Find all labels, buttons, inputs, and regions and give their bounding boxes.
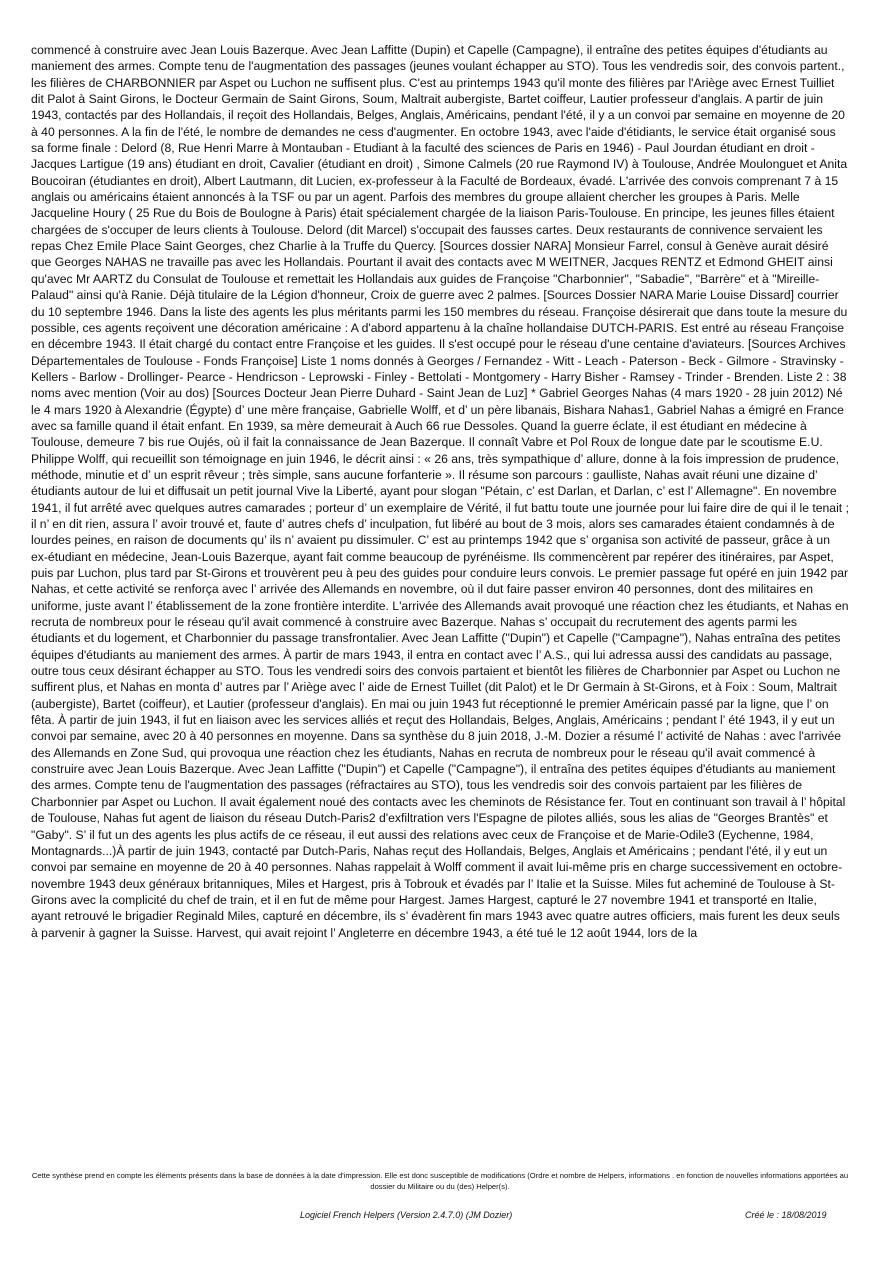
footer-software-credit: Logiciel French Helpers (Version 2.4.7.0) (JM Dozier) — [300, 1210, 513, 1220]
footer-disclaimer: Cette synthèse prend en compte les éléments présents dans la base de données à la date d'impression. Elle est donc susceptible de modifications (Ordre et nombre de Helpers, informations . en fonction de nouvelles informations apportées au dossier du Militaire ou du (des) Helper(s). — [31, 1171, 849, 1191]
footer-creation-date: Créé le : 18/08/2019 — [745, 1210, 827, 1220]
body-text: commencé à construire avec Jean Louis Bazerque. Avec Jean Laffitte (Dupin) et Capelle (Campagne), il entraîne des petites équipes d'étudiants au maniement des armes. Compte tenu de l'augmentation des passages (jeunes voulant échapper au STO). Tous les vendredis soir, des convois partent., les filières de CHARBONNIER par Aspet ou Luchon ne suffisent plus. C'est au printemps 1943 qu'il monte des filières par l'Ariège avec Ernest Tuilliet dit Palot à Saint Girons, le Docteur Germain de Saint Girons, Soum, Maltrait aubergiste, Bartet coiffeur, Lautier professeur d'anglais. A partir de juin 1943, contactés par des Hollandais, il reçoit des Hollandais, Belges, Anglais, Américains, pendant l'été, il y a un convoi par semaine en moyenne de 20 à 40 personnes. A la fin de l'été, le nombre de demandes ne cess d'augmenter. En octobre 1943, avec l'aide d'étidiants, le service était organisé sous sa forme finale : Delord (8, Rue Henri Marre à Montauban - Etudiant à la faculté des sciences de Paris en 1946) - Paul Jourdan étudiant en droit - Jacques Lartigue (19 ans) étudiant en droit, Cavalier (étudiant en droit) , Simone Calmels (20 rue Raymond IV) à Toulouse, Andrée Moulonguet et Anita Boucoiran (étudiantes en droit), Albert Lautmann, dit Lucien, ex-professeur à la Faculté de Bordeaux, évadé. L'arrivée des convois comprenant 7 à 15 anglais ou américains étaient annoncés à la TSF ou par un agent. Parfois des membres du groupe allaient chercher les groupes à Paris. Melle Jacqueline Houry ( 25 Rue du Bois de Boulogne à Paris) était spécialement chargée de la liaison Paris-Toulouse. En principe, les jeunes filles étaient chargées de s'occuper de leurs clients à Toulouse. Delord (dit Marcel) s'occupait des fausses cartes. Deux restaurants de connivence servaient les repas Chez Emile Place Saint Georges, chez Charlie à la Truffe du Quercy. [Sources dossier NARA] Monsieur Farrel, consul à Genève aurait désiré que Georges NAHAS ne travaille pas avec les Hollandais. Pourtant il avait des contacts avec M WEITNER, Jacques RENTZ et Edmond GHEIT ainsi qu'avec Mr AARTZ du Consulat de Toulouse et remettait les Hollandais aux guides de Françoise "Charbonnier", "Sabadie", "Barrère" et à "Mireille-Palaud" ainsi qu'à Ranie. Déjà titulaire de la Légion d'honneur, Croix de guerre avec 2 palmes. [Sources Dossier NARA Marie Louise Dissard] courrier du 10 septembre 1946. Dans la liste des agents les plus méritants parmi les 150 membres du réseau. Françoise désirerait que dans toute la mesure du possible, ces agents reçoivent une décoration américaine : A d'abord appartenu à la chaîne hollandaise DUTCH-PARIS. Est entré au réseau Françoise en décembre 1943. Il était chargé du contact entre Françoise et les guides. Il s'est occupé pour le réseau d'une centaine d'aviateurs. [Sources Archives Départementales de Toulouse - Fonds Françoise] Liste 1 noms donnés à Georges / Fernandez - Witt - Leach - Paterson - Beck - Gilmore - Stravinsky - Kellers - Barlow - Drollinger- Pearce - Hendricson - Leprowski - Finley - Bettolati - Montgomery - Harry Bisher - Ramsey - Trinder - Brenden. Liste 2 : 38 noms avec mention (Voir au dos) [Sources Docteur Jean Pierre Duhard - Saint Jean de Luz] * Gabriel Georges Nahas (4 mars 1920 - 28 juin 2012) Né le 4 mars 1920 à Alexandrie (Égypte) d’ une mère française, Gabrielle Wolff, et d’ un père libanais, Bishara Nahas1, Gabriel Nahas a émigré en France avec sa famille quand il était enfant. En 1939, sa mère demeurait à Auch 66 rue Dessoles. Quand la guerre éclate, il est étudiant en médecine à Toulouse, demeure 7 bis rue Oujés, où il fait la connaissance de Jean Bazerque. Il connaît Vabre et Pol Roux de longue date par le scoutisme E.U. Philippe Wolff, qui recueillit son témoignage en juin 1946, le décrit ainsi : « 26 ans, très sympathique d’ allure, donne à la fois impression de prudence, méthode, minutie et d’ un esprit rêveur ; très simple, sans aucune forfanterie ». Il résume son parcours : gaulliste, Nahas avait réuni une dizaine d’ étudiants autour de lui et diffusait un petit journal Vive la Liberté, ayant pour slogan "Pétain, c’ est Darlan, et Darlan, c’ est l’ Allemagne". En novembre 1941, il fut arrêté avec quelques autres camarades ; porteur d’ un exemplaire de Vérité, il fut battu toute une journée pour lui faire dire de qui il le tenait ; il n’ en dit rien, assura l’ avoir trouvé et, faute d’ autres chefs d’ inculpation, fut libéré au bout de 3 mois, alors ses camarades étaient condamnés à de lourdes peines, en raison de documents qu’ ils n’ avaient pu dissimuler. C’ est au printemps 1942 que s’ organisa son activité de passeur, grâce à un ex-étudiant en médecine, Jean-Louis Bazerque, ayant fait comme beaucoup de pyrénéisme. Ils commencèrent par repérer des itinéraires, par Aspet, puis par Luchon, plus tard par St-Girons et trouvèrent peu à peu des guides pour conduire leurs convois. Le premier passage fut opéré en juin 1942 par Nahas, et cette activité se renforça avec l’ arrivée des Allemands en novembre, où il dut faire passer environ 40 personnes, dont des militaires en uniforme, juste avant l’ établissement de la zone frontière interdite. L'arrivée des Allemands avait provoqué une réaction chez les étudiants, et Nahas en recruta de nombreux pour le réseau qu'il avait commencé à construire avec Bazerque. Nahas s’ occupait du recrutement des agents parmi les étudiants et du logement, et Charbonnier du passage transfrontalier. Avec Jean Laffitte ("Dupin") et Capelle ("Campagne"), Nahas entraîna des petites équipes d'étudiants au maniement des armes. À partir de mars 1943, il entra en contact avec l’ A.S., qui lui adressa aussi des candidats au passage, outre tous ceux désirant échapper au STO. Tous les vendredi soirs des convois partaient et bientôt les filières de Charbonnier par Aspet ou Luchon ne suffirent plus, et Nahas en monta d’ autres par l’ Ariège avec l’ aide de Ernest Tuillet (dit Palot) et le Dr Germain à St-Girons, et à Foix : Soum, Maltrait (aubergiste), Bartet (coiffeur), et Lautier (professeur d'anglais). En mai ou juin 1943 fut réceptionné le premier Américain passé par la ligne, que l’ on fêta. À partir de juin 1943, il fut en liaison avec les services alliés et reçut des Hollandais, Belges, Anglais, Américains ; pendant l’ été 1943, il y eut un convoi par semaine, avec 20 à 40 personnes en moyenne. Dans sa synthèse du 8 juin 2018, J.-M. Dozier a résumé l’ activité de Nahas : avec l'arrivée des Allemands en Zone Sud, qui provoqua une réaction chez les étudiants, Nahas en recruta de nombreux pour le réseau qu'il avait commencé à construire avec Jean Louis Bazerque. Avec Jean Laffitte ("Dupin") et Capelle ("Campagne"), il entraîna des petites équipes d'étudiants au maniement des armes. Compte tenu de l'augmentation des passages (réfractaires au STO), tous les vendredis soir des convois partaient par les filières de Charbonnier par Aspet ou Luchon. Il avait également noué des contacts avec les cheminots de Résistance fer. Tout en continuant son travail à l’ hôpital de Toulouse, Nahas fut agent de liaison du réseau Dutch-Paris2 d'exfiltration vers l'Espagne de pilotes alliés, sous les alias de "Georges Brantès" et "Gaby". S’ il fut un des agents les plus actifs de ce réseau, il eut aussi des relations avec ceux de Françoise et de Marie-Odile3 (Eychenne, 1984, Montagnards...)À partir de juin 1943, contacté par Dutch-Paris, Nahas reçut des Hollandais, Belges, Anglais et Américains ; pendant l'été, il y eut un convoi par semaine en moyenne de 20 à 40 personnes. Nahas rappelait à Wolff comment il avait lui-même pris en charge successivement en octobre-novembre 1943 deux généraux britanniques, Miles et Hargest, pris à Tobrouk et évadés par l’ Italie et la Suisse. Miles fut acheminé de Toulouse à St-Girons avec la complicité du chef de train, et il en fut de même pour Hargest. James Hargest, capturé le 27 novembre 1941 et transporté en Italie, ayant retrouvé le brigadier Reginald Miles, capturé en décembre, ils s’ évadèrent fin mars 1943 avec quatre autres officiers, mais furent les deux seuls à parvenir à gagner la Suisse. Harvest, qui avait rejoint l’ Angleterre en décembre 1943, a été tué le 12 août 1944, lors de la — [31, 43, 849, 940]
